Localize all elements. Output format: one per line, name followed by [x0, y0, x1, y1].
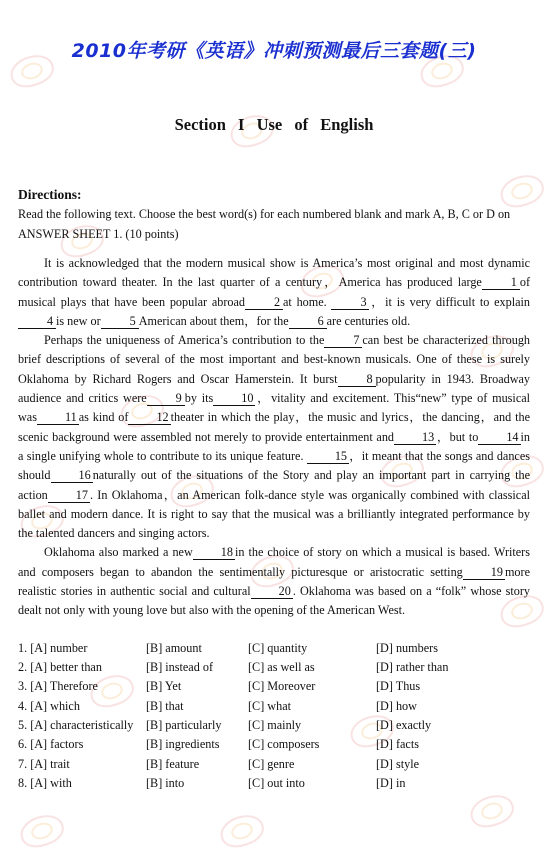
answer-options [18, 639, 530, 793]
option-c: [C] out into [248, 775, 305, 790]
blank-1: 1 [482, 275, 520, 290]
passage-text: is new or [56, 313, 101, 328]
blank-19: 19 [463, 565, 505, 580]
blank-16: 16 [51, 468, 93, 483]
option-row [18, 774, 530, 793]
passage-text: Oklahoma also marked a new [44, 545, 193, 560]
option-b: [B] particularly [146, 717, 222, 732]
option-d: [D] how [376, 698, 417, 713]
option-c: [C] genre [248, 756, 295, 771]
directions-heading: Directions: [18, 187, 82, 202]
blank-14: 14 [478, 430, 520, 445]
option-c: [C] as well as [248, 660, 315, 675]
passage-paragraph [18, 331, 530, 543]
option-c: [C] quantity [248, 640, 308, 655]
passage-text: ，it meant that the songs and dances should [18, 448, 530, 483]
blank-5: 5 [101, 314, 139, 329]
option-c: [C] mainly [248, 717, 302, 732]
passage-text: naturally out of the situations of the Story and play an important part in carrying the action [18, 468, 530, 502]
option-row [18, 735, 530, 754]
option-d: [D] style [376, 756, 419, 771]
option-row [18, 754, 530, 773]
option-a: 2. [A] better than [18, 660, 102, 675]
passage-text: Perhaps the uniqueness of America’s contribution to the [44, 333, 325, 348]
option-d: [D] rather than [376, 660, 449, 675]
blank-3: 3 [331, 295, 369, 310]
passage-text: ，but to [436, 429, 479, 444]
option-b: [B] ingredients [146, 737, 220, 752]
option-d: [D] in [376, 775, 406, 790]
document-title: 2010年考研《英语》冲刺预测最后三套题(三) [71, 40, 477, 62]
passage-text: at home. [283, 294, 332, 309]
option-c: [C] what [248, 698, 291, 713]
passage-text: It is acknowledged that the modern musical show is America’s most original and most dynamic contribution toward theater. In the last quarter of a century，America has produced large [18, 256, 530, 290]
watermark-logo-icon [216, 810, 267, 852]
blank-20: 20 [251, 584, 293, 599]
passage-text: in a single unifying whole to contribute to its unique feature. [18, 429, 530, 463]
option-d: [D] numbers [376, 640, 438, 655]
passage-text: ，vitality and excitement. This“new” type of musical was [18, 391, 531, 425]
option-row [18, 677, 530, 696]
passage-text: theater in which the play，the music and lyrics，the dancing，and the scenic background were assembled not merely to provide entertainment and [18, 410, 530, 444]
passage-paragraph [18, 254, 530, 331]
passage-text: as kind of [78, 410, 129, 425]
passage-text: . In Oklahoma，an American folk-dance style was organically combined with classical ballet and modern dance. It is right to say that the musical was a brilliantly integrated performance by the talented dancers and singing actors. [18, 487, 530, 541]
directions-text: Read the following text. Choose the best word(s) for each numbered blank and mark A, B, C or D on ANSWER SHEET 1. (10 points) [18, 207, 511, 241]
blank-2: 2 [245, 295, 283, 310]
passage-text: can best be characterized through brief descriptions of several of the most important and best-known musicals. One of these is surely Oklahoma by Richard Rogers and Oscar Hamerstein. It burst [18, 333, 531, 386]
blank-9: 9 [147, 391, 185, 406]
blank-10: 10 [213, 391, 255, 406]
passage-text: are centuries old. [326, 313, 411, 328]
passage-text: of musical plays that have been popular abroad [18, 275, 530, 309]
option-b: [B] instead of [146, 660, 214, 675]
option-d: [D] facts [376, 737, 419, 752]
option-b: [B] that [146, 698, 184, 713]
passage-text: popularity in 1943. Broadway audience and critics were [18, 371, 530, 406]
blank-7: 7 [324, 333, 362, 348]
blank-17: 17 [48, 488, 90, 503]
option-a: 6. [A] factors [18, 737, 84, 752]
blank-11: 11 [37, 410, 79, 425]
blank-15: 15 [307, 449, 349, 464]
section-title: Section I Use of English [174, 115, 374, 134]
option-a: 8. [A] with [18, 775, 72, 790]
passage-text: American about them，for the [138, 313, 289, 328]
option-row [18, 639, 530, 658]
blank-18: 18 [193, 545, 235, 560]
passage-text: ，it is very difficult to explain [369, 294, 530, 309]
option-c: [C] Moreover [248, 679, 316, 694]
passage-text: more realistic stories in authentic social and cultural [18, 564, 530, 599]
option-a: 4. [A] which [18, 698, 80, 713]
option-row [18, 716, 530, 735]
passage-text: in the choice of story on which a musical is based. Writers and composers began to abandon the sentimentally picturesque or aristocratic setting [18, 545, 530, 579]
blank-6: 6 [289, 314, 327, 329]
blank-12: 12 [128, 410, 170, 425]
passage-text: . Oklahoma was based on a “folk” whose story dealt not only with young love but also with the opening of the American West. [18, 584, 530, 618]
option-b: [B] amount [146, 640, 202, 655]
watermark-logo-icon [16, 810, 67, 852]
blank-13: 13 [394, 430, 436, 445]
option-a: 1. [A] number [18, 640, 88, 655]
option-d: [D] exactly [376, 717, 432, 732]
passage-paragraph [18, 543, 530, 620]
option-a: 3. [A] Therefore [18, 679, 98, 694]
option-row [18, 697, 530, 716]
option-b: [B] into [146, 775, 185, 790]
option-a: 5. [A] characteristically [18, 717, 134, 732]
option-row [18, 658, 530, 677]
option-a: 7. [A] trait [18, 756, 70, 771]
passage [18, 254, 530, 621]
option-b: [B] Yet [146, 679, 182, 694]
option-b: [B] feature [146, 756, 200, 771]
document-page [0, 36, 560, 793]
blank-8: 8 [338, 372, 376, 387]
passage-text: by its [184, 391, 214, 406]
option-c: [C] composers [248, 737, 320, 752]
watermark-logo-icon [466, 790, 517, 832]
option-d: [D] Thus [376, 679, 421, 694]
blank-4: 4 [18, 314, 56, 329]
